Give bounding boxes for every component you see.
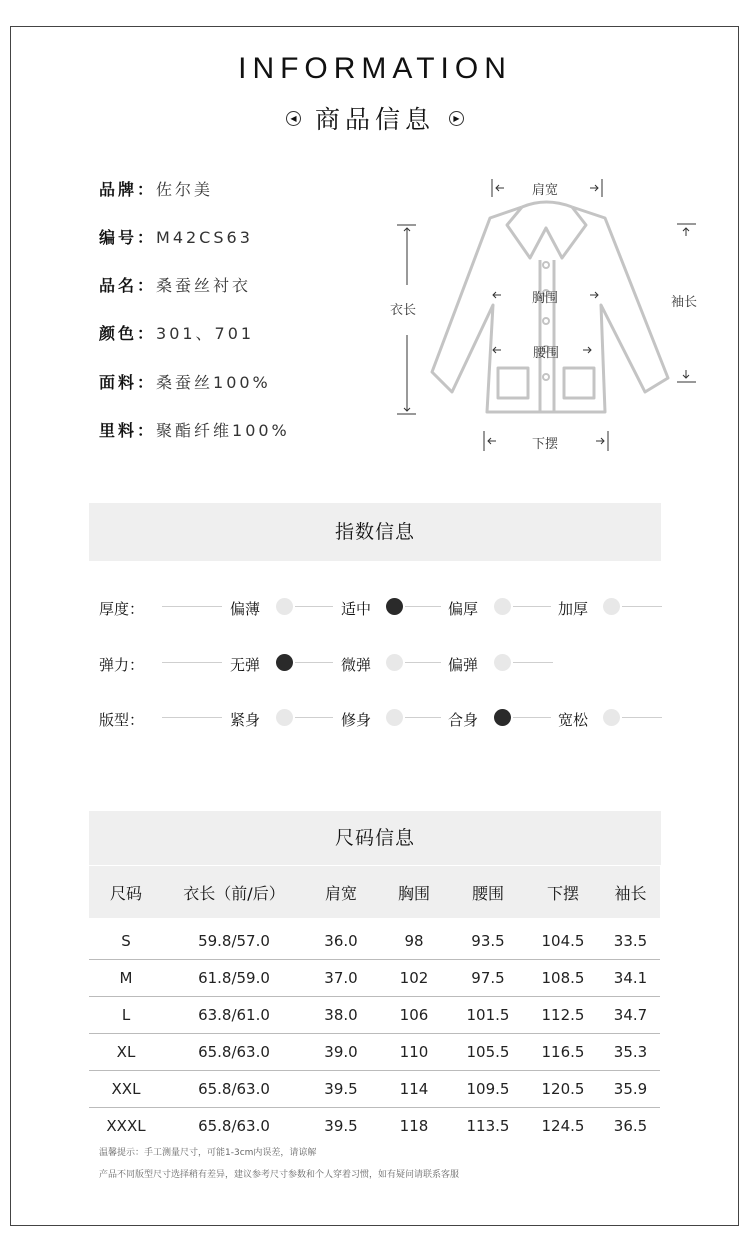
info-value: 桑蚕丝衬衣 xyxy=(156,276,252,295)
elasticity-dot-none xyxy=(276,654,293,671)
size-table-header xyxy=(89,866,660,918)
divider xyxy=(162,662,222,663)
info-key: 编号： xyxy=(99,228,157,247)
cell-length: 65.8/63.0 xyxy=(198,1117,270,1135)
fit-dot-regular xyxy=(494,709,511,726)
cell-sleeve: 36.5 xyxy=(613,1117,648,1135)
elasticity-dot-slight xyxy=(386,654,403,671)
cell-size: S xyxy=(89,923,163,960)
thickness-option-extra: 加厚 xyxy=(558,600,589,618)
divider xyxy=(513,717,551,718)
divider xyxy=(162,606,222,607)
hem-label: 下摆 xyxy=(532,437,559,452)
sleeve-label: 袖长 xyxy=(671,295,698,310)
cell-length: 65.8/63.0 xyxy=(163,1034,305,1071)
divider xyxy=(295,606,333,607)
col-header-sleeve: 袖长 xyxy=(601,866,660,918)
cell-shoulder: 39.5 xyxy=(324,1117,358,1135)
thickness-option-thin: 偏薄 xyxy=(230,600,261,618)
right-arrow-icon: ▶ xyxy=(449,111,464,126)
cell-shoulder: 39.0 xyxy=(305,1034,377,1071)
fit-dot-tight xyxy=(276,709,293,726)
divider xyxy=(295,662,333,663)
thickness-dot-medium xyxy=(386,598,403,615)
divider xyxy=(622,606,662,607)
cell-size: M xyxy=(89,960,163,997)
col-header-size: 尺码 xyxy=(89,866,163,918)
info-key: 里料： xyxy=(99,421,157,440)
size-section-title: 尺码信息 xyxy=(89,811,661,865)
thickness-dot-extra xyxy=(603,598,620,615)
info-value: 聚酯纤维100% xyxy=(156,421,290,440)
chest-label: 胸围 xyxy=(532,291,559,306)
note-fit-advice: 产品不同版型尺寸选择稍有差异，建议参考尺寸参数和个人穿着习惯，如有疑问请联系客服 xyxy=(99,1170,460,1180)
cell-size: XXL xyxy=(89,1071,163,1108)
cell-chest: 98 xyxy=(377,923,451,960)
cell-length: 63.8/61.0 xyxy=(163,997,305,1034)
cell-hem: 104.5 xyxy=(525,923,601,960)
cell-size: XL xyxy=(89,1034,163,1071)
cell-chest: 102 xyxy=(377,960,451,997)
cell-hem: 116.5 xyxy=(525,1034,601,1071)
info-row-color xyxy=(99,321,254,344)
cell-waist: 105.5 xyxy=(451,1034,525,1071)
cell-sleeve: 34.7 xyxy=(601,997,660,1034)
table-row xyxy=(89,1108,660,1145)
table-row xyxy=(89,923,660,960)
title-cn-text: 商品信息 xyxy=(314,105,435,134)
cell-length: 61.8/59.0 xyxy=(163,960,305,997)
note-measurement: 温馨提示：手工测量尺寸，可能1-3cm内误差，请谅解 xyxy=(99,1148,317,1158)
fit-option-loose: 宽松 xyxy=(558,711,589,729)
size-table xyxy=(89,866,660,1144)
table-row xyxy=(89,960,660,997)
title-en: INFORMATION xyxy=(238,52,512,85)
cell-waist: 113.5 xyxy=(466,1117,510,1135)
info-key: 面料： xyxy=(99,373,157,392)
cell-sleeve: 34.1 xyxy=(601,960,660,997)
cell-chest: 106 xyxy=(377,997,451,1034)
elasticity-option-none: 无弹 xyxy=(230,656,261,674)
cell-waist: 101.5 xyxy=(451,997,525,1034)
fit-dot-slim xyxy=(386,709,403,726)
info-key: 颜色： xyxy=(99,324,157,343)
cell-length: 59.8/57.0 xyxy=(163,923,305,960)
col-header-shoulder: 肩宽 xyxy=(305,866,377,918)
elasticity-dot-high xyxy=(494,654,511,671)
cell-sleeve: 33.5 xyxy=(601,923,660,960)
elasticity-option-high: 偏弹 xyxy=(448,656,479,674)
length-label: 衣长 xyxy=(390,303,417,318)
cell-chest: 118 xyxy=(399,1117,429,1135)
cell-hem: 120.5 xyxy=(525,1071,601,1108)
cell-chest: 110 xyxy=(377,1034,451,1071)
cell-size: XXXL xyxy=(106,1117,146,1135)
cell-waist: 109.5 xyxy=(451,1071,525,1108)
divider xyxy=(513,662,553,663)
cell-sleeve: 35.9 xyxy=(601,1071,660,1108)
divider xyxy=(405,606,441,607)
elasticity-label: 弹力： xyxy=(99,656,145,674)
cell-size: L xyxy=(89,997,163,1034)
cell-hem: 112.5 xyxy=(525,997,601,1034)
divider xyxy=(513,606,551,607)
thickness-dot-thin xyxy=(276,598,293,615)
fit-option-slim: 修身 xyxy=(341,711,372,729)
info-row-code xyxy=(99,225,253,248)
thickness-dot-thick xyxy=(494,598,511,615)
shoulder-label: 肩宽 xyxy=(532,183,559,198)
elasticity-option-slight: 微弹 xyxy=(341,656,372,674)
thickness-label: 厚度： xyxy=(99,600,145,618)
cell-length: 65.8/63.0 xyxy=(163,1071,305,1108)
info-row-name xyxy=(99,273,251,296)
divider xyxy=(162,717,222,718)
table-row xyxy=(89,1034,660,1071)
cell-hem: 124.5 xyxy=(541,1117,585,1135)
cell-shoulder: 37.0 xyxy=(305,960,377,997)
info-row-brand xyxy=(99,177,213,200)
divider xyxy=(295,717,333,718)
garment-diagram xyxy=(380,170,720,460)
cell-chest: 114 xyxy=(377,1071,451,1108)
cell-shoulder: 38.0 xyxy=(305,997,377,1034)
info-value: 桑蚕丝100% xyxy=(156,373,271,392)
table-row xyxy=(89,997,660,1034)
info-key: 品牌： xyxy=(99,180,157,199)
divider xyxy=(622,717,662,718)
info-value: 301、701 xyxy=(156,324,255,343)
fit-option-regular: 合身 xyxy=(448,711,479,729)
cell-waist: 97.5 xyxy=(451,960,525,997)
divider xyxy=(405,717,441,718)
info-row-fabric xyxy=(99,370,271,393)
table-row xyxy=(89,1071,660,1108)
col-header-chest: 胸围 xyxy=(377,866,451,918)
waist-label: 腰围 xyxy=(533,346,560,361)
col-header-length: 衣长（前/后） xyxy=(163,866,305,918)
thickness-option-medium: 适中 xyxy=(341,600,372,618)
cell-waist: 93.5 xyxy=(451,923,525,960)
divider xyxy=(405,662,441,663)
info-value: 佐尔美 xyxy=(156,180,214,199)
index-section-title: 指数信息 xyxy=(89,503,661,561)
cell-hem: 108.5 xyxy=(525,960,601,997)
col-header-waist: 腰围 xyxy=(451,866,525,918)
left-arrow-icon: ◀ xyxy=(286,111,301,126)
cell-shoulder: 39.5 xyxy=(305,1071,377,1108)
info-value: M42CS63 xyxy=(156,228,253,247)
fit-label: 版型： xyxy=(99,711,145,729)
fit-dot-loose xyxy=(603,709,620,726)
cell-sleeve: 35.3 xyxy=(601,1034,660,1071)
info-key: 品名： xyxy=(99,276,157,295)
fit-option-tight: 紧身 xyxy=(230,711,261,729)
info-row-lining xyxy=(99,418,290,441)
title-cn xyxy=(0,100,750,136)
cell-shoulder: 36.0 xyxy=(305,923,377,960)
col-header-hem: 下摆 xyxy=(525,866,601,918)
thickness-option-thick: 偏厚 xyxy=(448,600,479,618)
